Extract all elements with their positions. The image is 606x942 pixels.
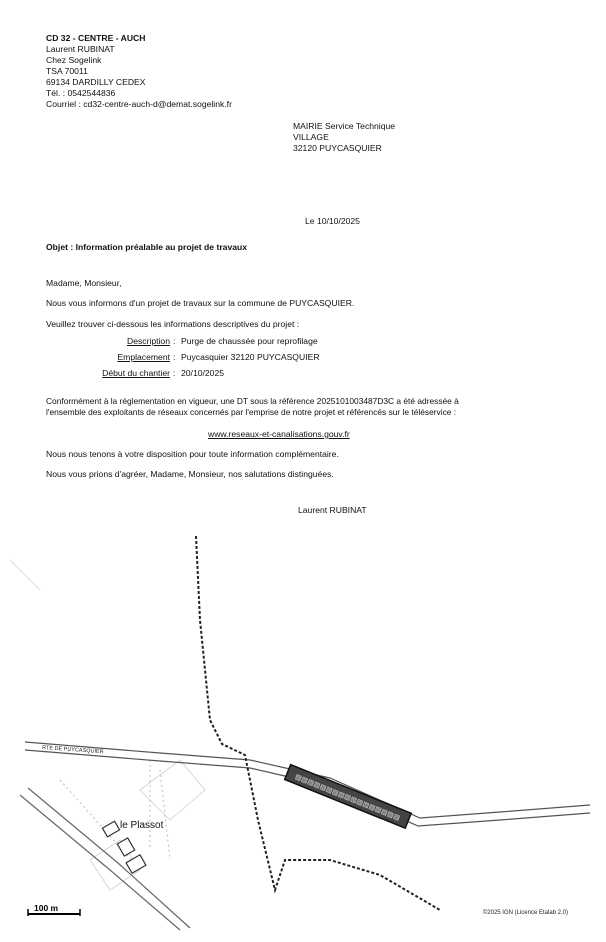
sender-org: CD 32 - CENTRE - AUCH (46, 33, 146, 43)
scale-bar (28, 903, 80, 916)
paragraph-4: Nous nous tenons à votre disposition pour toute information complémentaire. (46, 449, 339, 459)
recipient-line-1: MAIRIE Service Technique (293, 121, 396, 131)
paragraph-2: Veuillez trouver ci-dessous les informations descriptives du projet : (46, 319, 300, 329)
map-credit: ©2025 IGN (Licence Etalab 2.0) (482, 910, 568, 916)
detail-label-location: Emplacement (117, 352, 170, 362)
map-tracks (60, 760, 170, 870)
map-road-label: RTE DE PUYCASQUIER (41, 745, 104, 756)
sender-email: Courriel : cd32-centre-auch-d@demat.sogelink.fr (46, 99, 232, 109)
detail-colon: : (173, 368, 176, 378)
detail-value-description: Purge de chaussée pour reprofilage (181, 336, 318, 346)
signature: Laurent RUBINAT (298, 505, 367, 515)
detail-colon: : (173, 336, 176, 346)
recipient-line-2: VILLAGE (293, 132, 329, 142)
scale-label: 100 m (34, 903, 59, 913)
paragraph-5: Nous vous prions d'agréer, Madame, Monsieur, nos salutations distinguées. (46, 469, 334, 479)
map-background (10, 560, 205, 890)
sender-phone: Tél. : 0542544836 (46, 88, 116, 98)
work-zone (285, 765, 412, 829)
paragraph-1: Nous vous informons d'un projet de travaux sur la commune de PUYCASQUIER. (46, 298, 355, 308)
detail-label-description: Description (127, 336, 170, 346)
map-place-label: le Plassot (120, 820, 164, 831)
sender-name: Laurent RUBINAT (46, 44, 115, 54)
sender-tsa: TSA 70011 (46, 66, 88, 76)
svg-text:▨▨▨▨▨▨▨▨▨▨▨▨▨▨▨▨▨: ▨▨▨▨▨▨▨▨▨▨▨▨▨▨▨▨▨ (293, 773, 401, 823)
recipient-line-3: 32120 PUYCASQUIER (293, 143, 382, 153)
site-map (0, 530, 606, 942)
detail-value-location: Puycasquier 32120 PUYCASQUIER (181, 352, 320, 362)
boundary-line (196, 536, 440, 910)
salutation: Madame, Monsieur, (46, 278, 122, 288)
paragraph-3-line-1: Conformément à la réglementation en vigueur, une DT sous la référence 2025101003487D3C a été adressée à (46, 396, 459, 406)
sender-care-of: Chez Sogelink (46, 55, 102, 65)
letter-subject: Objet : Information préalable au projet de travaux (46, 242, 248, 252)
paragraph-3-line-2: l'ensemble des exploitants de réseaux concernés par l'emprise de notre projet et référencés sur le téléservice : (46, 407, 457, 417)
detail-label-start-date: Début du chantier (102, 368, 170, 378)
detail-colon: : (173, 352, 176, 362)
sender-city: 69134 DARDILLY CEDEX (46, 77, 146, 87)
teleservice-link[interactable]: www.reseaux-et-canalisations.gouv.fr (208, 429, 350, 439)
detail-value-start-date: 20/10/2025 (181, 368, 225, 378)
letter-date: Le 10/10/2025 (305, 216, 360, 226)
